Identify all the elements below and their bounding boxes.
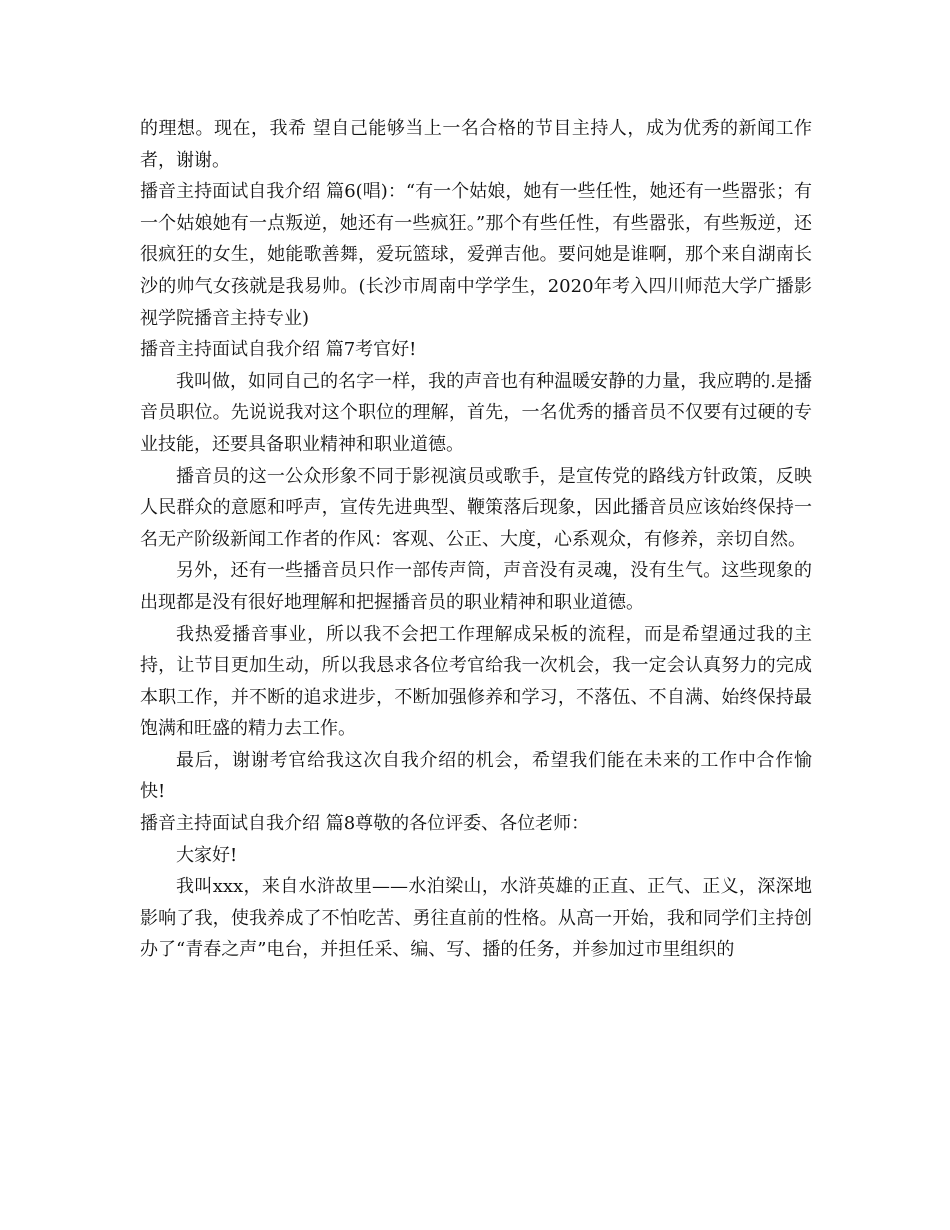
greeting: 大家好!: [176, 844, 238, 866]
section-heading-8: 播音主持面试自我介绍 篇8尊敬的各位评委、各位老师：: [140, 813, 590, 835]
document-body: [140, 113, 812, 966]
paragraph-11: 我叫xxx，来自水浒故里——水泊梁山，水浒英雄的正直、正气、正义，深深地影响了我，使我养成了不怕吃苦、勇往直前的性格。从高一开始，我和同学们主持创办了“青春之声”电台，并担任采、编、写、播的任务，并参加过市里组织的: [140, 876, 812, 961]
paragraph-1: 的理想。现在，我希 望自己能够当上一名合格的节目主持人，成为优秀的新闻工作者，谢谢。: [140, 118, 812, 171]
paragraph-6: 另外，还有一些播音员只作一部传声筒，声音没有灵魂，没有生气。这些现象的出现都是没有很好地理解和把握播音员的职业精神和职业道德。: [140, 560, 812, 613]
paragraph-2: 播音主持面试自我介绍 篇6(唱)：“有一个姑娘，她有一些任性，她还有一些嚣张；有一个姑娘她有一点叛逆，她还有一些疯狂。”那个有些任性，有些嚣张，有些叛逆，还很疯狂的女生，她能歌善舞，爱玩篮球，爱弹吉他。要问她是谁啊，那个来自湖南长沙的帅气女孩就是我易帅。(长沙市周南中学学生，2020年考入四川师范大学广播影视学院播音主持专业): [140, 181, 812, 329]
paragraph-8: 最后，谢谢考官给我这次自我介绍的机会，希望我们能在未来的工作中合作愉快!: [140, 749, 812, 803]
paragraph-4: 我叫做，如同自己的名字一样，我的声音也有种温暖安静的力量，我应聘的.是播音员职位。先说说我对这个职位的理解，首先，一名优秀的播音员不仅要有过硬的专业技能，还要具备职业精神和职业道德。: [140, 370, 812, 455]
section-heading-7: 播音主持面试自我介绍 篇7考官好!: [140, 339, 417, 361]
paragraph-5: 播音员的这一公众形象不同于影视演员或歌手，是宣传党的路线方针政策，反映人民群众的意愿和呼声，宣传先进典型、鞭策落后现象，因此播音员应该始终保持一名无产阶级新闻工作者的作风：客观、公正、大度，心系观众，有修养，亲切自然。: [140, 465, 812, 550]
paragraph-7: 我热爱播音事业，所以我不会把工作理解成呆板的流程，而是希望通过我的主持，让节目更加生动，所以我恳求各位考官给我一次机会，我一定会认真努力的完成本职工作，并不断的追求进步，不断加强修养和学习，不落伍、不自满、始终保持最饱满和旺盛的精力去工作。: [140, 623, 812, 740]
